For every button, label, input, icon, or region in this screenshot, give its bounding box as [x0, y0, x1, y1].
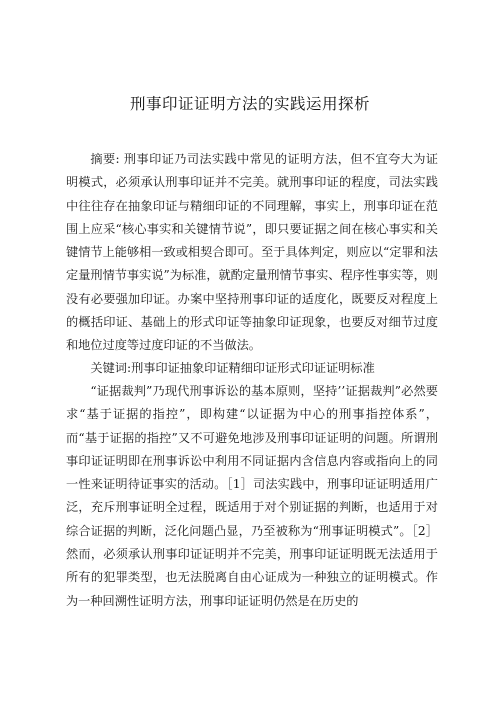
- abstract-text: 刑事印证乃司法实践中常见的证明方法，但不宜夸大为证明模式，必须承认刑事印证并不完美。就刑事印证的程度，司法实践中往往存在抽象印证与精细印证的不同理解，事实上，刑事印证在范围上应采“核心事实和关键情节说”，即只要证据之间在核心事实和关键情节上能够相一致或相契合即可。至于具体判定，则应以“定罪和法定量刑情节事实说”为标准，就酌定量刑情节事实、程序性事实等，则没有必要强加印证。办案中坚持刑事印证的适度化，既要反对程度上的概括印证、基础上的形式印证等抽象印证现象，也要反对细节过度和地位过度等过度印证的不当做法。: [66, 152, 438, 353]
- paper-title: 刑事印证证明方法的实践运用探析: [129, 95, 370, 113]
- keywords-paragraph: [66, 357, 438, 380]
- keywords-section: [66, 357, 438, 380]
- abstract-section: [66, 148, 438, 358]
- main-body-section: [66, 380, 438, 613]
- main-body-paragraph: “证据裁判”乃现代刑事诉讼的基本原则，坚持’’证据裁判”必然要求“基于证据的指控”，即构建“以证据为中心的刑事指控体系”，而“基于证据的指控”又不可避免地涉及刑事印证证明的问题。所谓刑事印证证明即在刑事诉讼中利用不同证据内含信息内容或指向上的同一性来证明待证事实的活动。［1］司法实践中，刑事印证证明适用广泛，充斥刑事证明全过程，既适用于对个别证据的判断，也适用于对综合证据的判断，泛化问题凸显，乃至被称为“刑事证明模式”。［2］然而，必须承认刑事印证证明并不完美，刑事印证证明既无法适用于所有的犯罪类型，也无法脱离自由心证成为一种独立的证明模式。作为一种回溯性证明方法，刑事印证证明仍然是在历史的: [66, 384, 438, 608]
- keywords-label: 关键词:: [90, 361, 132, 375]
- keywords-text: 刑事印证抽象印证精细印证形式印证证明标准: [131, 361, 375, 375]
- abstract-label: 摘要:: [90, 152, 120, 166]
- abstract-paragraph: [66, 148, 438, 358]
